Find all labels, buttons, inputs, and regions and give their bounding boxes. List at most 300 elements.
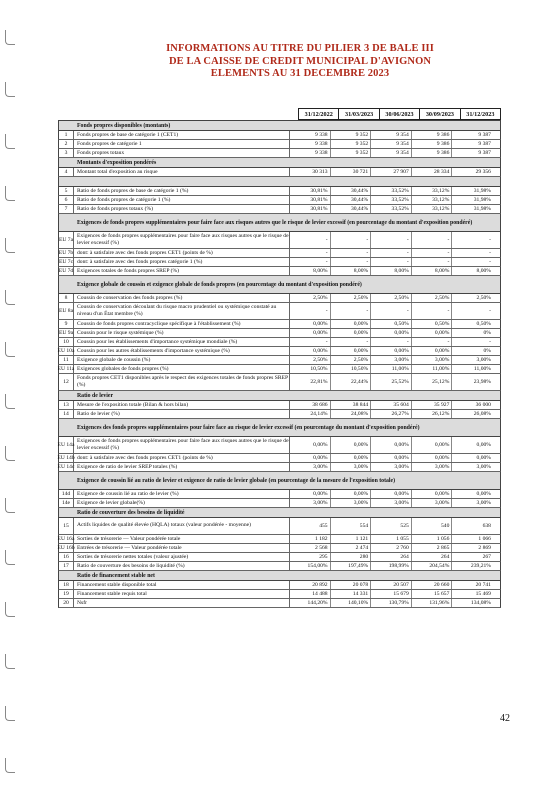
section-heading: Ratio de levier [58, 391, 501, 401]
row-label [74, 581, 290, 589]
value-cell: 9 354 [371, 140, 412, 148]
row-label [74, 499, 290, 507]
value-cell: 35 604 [371, 401, 412, 409]
value-cell: 20 892 [290, 581, 331, 589]
value-cell: 3,00% [476, 357, 491, 363]
table-row [58, 499, 501, 508]
binder-hole [5, 82, 15, 97]
table-row [58, 562, 501, 571]
value-cell: - [371, 249, 412, 257]
row-id: 2 [59, 140, 74, 148]
value-cell: 134,08% [470, 600, 491, 606]
value-cell: - [290, 338, 331, 346]
row-values [290, 581, 493, 589]
table-row [58, 131, 501, 140]
row-label [74, 490, 290, 498]
row-label [74, 338, 290, 346]
table-row [58, 249, 501, 258]
row-label-text: Ratio de fonds propres de catégorie 1 (%) [77, 197, 171, 203]
binder-hole [5, 342, 15, 357]
row-label-text: Exigences totales de fonds propres SREP (%) [77, 268, 180, 274]
value-cell: 455 [290, 518, 331, 534]
value-cell: 30,44% [331, 205, 372, 213]
value-cell: 38 844 [331, 401, 372, 409]
row-label-text: Coussin de conservation des fonds propres (%) [77, 295, 183, 301]
value-cell: 23,98% [473, 379, 491, 385]
table-row [58, 320, 501, 329]
value-cell: 154,00% [290, 562, 331, 570]
value-cell: - [331, 303, 372, 319]
value-cell: - [489, 339, 491, 345]
value-cell: 0,50% [412, 320, 453, 328]
row-label-text: Ratio de levier (%) [77, 411, 120, 417]
section-heading: Exigence globale de coussin et exigence globale de fonds propres (en pourcentage du montant d'exposition pondéré) [58, 276, 501, 294]
row-label-text: Mesure de l'exposition totale (Bilan & hors bilan) [77, 402, 189, 408]
binder-hole [5, 446, 15, 461]
value-cell: 9 387 [478, 141, 491, 147]
row-id: 20 [59, 599, 74, 607]
row-label-text: Exigences globales de fonds propres (%) [77, 366, 169, 372]
section-heading: Ratio de financement stable net [58, 571, 501, 581]
row-id: 16 [59, 553, 74, 561]
row-label [74, 294, 290, 302]
table-row [58, 410, 501, 419]
row-label-text: Financement stable requis total [77, 591, 147, 597]
binder-hole [5, 290, 15, 305]
row-label-text: Actifs liquides de qualité élevée (HQLA) totaux (valeur pondérée - moyenne) [77, 522, 251, 529]
row-label [74, 356, 290, 364]
row-values [290, 499, 493, 507]
value-cell: 239,21% [470, 563, 491, 569]
value-cell: 0,00% [371, 437, 412, 453]
row-values [290, 463, 493, 471]
table-row [58, 329, 501, 338]
row-values [290, 401, 493, 409]
value-cell: 9 354 [371, 131, 412, 139]
row-values [290, 356, 493, 364]
table-row [58, 196, 501, 205]
row-id: 14e [59, 499, 74, 507]
value-cell: - [412, 232, 453, 248]
value-cell: - [489, 250, 491, 256]
row-values [290, 518, 493, 534]
value-cell: - [412, 249, 453, 257]
value-cell: 9 338 [290, 131, 331, 139]
value-cell: 131,96% [412, 599, 453, 607]
value-cell: 30,81% [290, 205, 331, 213]
row-label-text: Fonds propres de base de catégorie 1 (CET1) [77, 132, 179, 138]
binder-hole [5, 758, 15, 773]
value-cell: 0,00% [331, 490, 372, 498]
row-label [74, 454, 290, 462]
value-cell: 25,52% [371, 374, 412, 390]
row-label [74, 267, 290, 275]
table-row [58, 149, 501, 158]
row-id: 14 [59, 410, 74, 418]
value-cell: 10,50% [331, 365, 372, 373]
value-cell: - [290, 249, 331, 257]
title-line-1: INFORMATIONS AU TITRE DU PILIER 3 DE BALE III [166, 43, 434, 54]
value-cell: 0,00% [476, 491, 491, 497]
row-label-text: Ratio de couverture des besoins de liquidité (%) [77, 563, 185, 569]
value-cell: 264 [371, 553, 412, 561]
value-cell: - [371, 338, 412, 346]
row-label-text: Exigence de levier globale(%) [77, 500, 145, 506]
value-cell: 204,54% [412, 562, 453, 570]
row-values [290, 365, 493, 373]
section-heading: Fonds propres disponibles (montants) [58, 121, 501, 131]
row-values [290, 454, 493, 462]
row-label [74, 232, 290, 248]
value-cell: 0,00% [331, 347, 372, 355]
section-heading: Exigence de coussin lié au ratio de levier et exigence de ratio de levier globale (en pourcentage de la mesure de l'exposition totale) [58, 472, 501, 490]
value-cell: 267 [482, 554, 491, 560]
value-cell: 9 338 [290, 140, 331, 148]
value-cell: 0,00% [476, 442, 491, 448]
row-id: 3 [59, 149, 74, 157]
value-cell: 31,98% [473, 188, 491, 194]
value-cell: 30,44% [331, 196, 372, 204]
row-label [74, 303, 290, 319]
value-cell: 2 760 [371, 544, 412, 552]
table-row [58, 187, 501, 196]
value-cell: - [412, 303, 453, 319]
value-cell: 0,00% [331, 329, 372, 337]
value-cell: 33,52% [371, 205, 412, 213]
row-values [290, 249, 493, 257]
value-cell: - [331, 249, 372, 257]
value-cell: 9 352 [331, 140, 372, 148]
row-values [290, 267, 493, 275]
value-cell: 9 386 [412, 140, 453, 148]
row-label [74, 535, 290, 543]
value-cell: 0,00% [412, 490, 453, 498]
row-label-text: Fonds propres CET1 disponibles après le respect des exigences totales de fonds propres SREP (%) [77, 374, 288, 388]
value-cell: 3,00% [371, 356, 412, 364]
section-heading: Montants d'exposition pondérés [58, 158, 501, 168]
row-id: 10 [59, 338, 74, 346]
value-cell: 9 387 [478, 132, 491, 138]
row-label-text: Montant total d'exposition au risque [77, 169, 158, 175]
binder-hole [5, 238, 15, 253]
value-cell: 3,00% [412, 463, 453, 471]
row-id: EU 7c [58, 259, 74, 265]
value-cell: 33,12% [412, 196, 453, 204]
value-cell: 0,00% [290, 329, 331, 337]
row-values [290, 590, 493, 598]
binder-hole [5, 654, 15, 669]
row-id: 19 [59, 590, 74, 598]
value-cell: 9 338 [290, 149, 331, 157]
row-label [74, 365, 290, 373]
value-cell: 0,00% [371, 454, 412, 462]
row-label-text: Coussin de fonds propres contracyclique spécifique à l'établissement (%) [77, 321, 241, 327]
table-row [58, 338, 501, 347]
value-cell: - [371, 232, 412, 248]
row-values [290, 196, 493, 204]
value-cell: 0,00% [331, 320, 372, 328]
value-cell: 11,00% [371, 365, 412, 373]
row-label [74, 205, 290, 213]
value-cell: 8,00% [331, 267, 372, 275]
value-cell: - [331, 338, 372, 346]
value-cell: 35 927 [412, 401, 453, 409]
table-row [58, 374, 501, 391]
value-cell: 3,00% [371, 499, 412, 507]
value-cell: 198,99% [371, 562, 412, 570]
value-cell: 31,98% [473, 206, 491, 212]
row-id: EU 11a [57, 366, 75, 372]
value-cell: 264 [412, 553, 453, 561]
value-cell: 0,00% [412, 329, 453, 337]
value-cell: 22,44% [331, 374, 372, 390]
value-cell: 0,00% [412, 437, 453, 453]
binder-hole [5, 706, 15, 721]
value-cell: 31,98% [473, 197, 491, 203]
row-label [74, 258, 290, 266]
table-row [58, 365, 501, 374]
column-header: 31/12/2023 [460, 108, 501, 120]
row-id: EU 7a [59, 232, 74, 248]
value-cell: 197,49% [331, 562, 372, 570]
value-cell: 24,08% [331, 410, 372, 418]
value-cell: 33,52% [371, 196, 412, 204]
value-cell: 0,00% [331, 437, 372, 453]
value-cell: 0,00% [290, 490, 331, 498]
row-id: 6 [59, 196, 74, 204]
row-label [74, 562, 290, 570]
table-row [58, 581, 501, 590]
value-cell: 3,00% [290, 463, 331, 471]
value-cell: 9 387 [478, 150, 491, 156]
value-cell: 1 066 [478, 536, 491, 542]
row-values [290, 490, 493, 498]
row-id: EU 14b [57, 455, 75, 461]
row-id: EU 7b [58, 250, 74, 256]
row-label-text: Coussin pour les établissements d'importance systémique mondiale (%) [77, 339, 238, 345]
value-cell: 0,00% [476, 455, 491, 461]
table-row [58, 232, 501, 249]
value-cell: 2,50% [331, 294, 372, 302]
table-row [58, 454, 501, 463]
value-cell: 11,00% [412, 365, 453, 373]
value-cell: 638 [482, 523, 491, 529]
table-row [58, 544, 501, 553]
value-cell: 0,00% [290, 320, 331, 328]
value-cell: 22,81% [290, 374, 331, 390]
value-cell: - [290, 258, 331, 266]
value-cell: 1 182 [290, 535, 331, 543]
table-row [58, 599, 501, 608]
value-cell: 140,10% [331, 599, 372, 607]
value-cell: 15 657 [412, 590, 453, 598]
column-header: 30/09/2023 [419, 108, 459, 120]
row-values [290, 258, 493, 266]
value-cell: - [489, 308, 491, 314]
value-cell: - [489, 259, 491, 265]
value-cell: 20 741 [475, 582, 491, 588]
table-row [58, 267, 501, 276]
value-cell: - [331, 258, 372, 266]
row-label [74, 320, 290, 328]
column-header: 31/12/2022 [298, 108, 338, 120]
row-label-text: Sorties de trésorerie — Valeur pondérée totale [77, 536, 181, 542]
row-label [74, 168, 290, 176]
row-id: 9 [59, 320, 74, 328]
binder-hole [5, 550, 15, 565]
value-cell: 3,00% [412, 499, 453, 507]
binder-hole [5, 134, 15, 149]
value-cell: 8,00% [371, 267, 412, 275]
row-label-text: Nsfr [77, 600, 87, 606]
value-cell: 1 056 [412, 535, 453, 543]
row-label-text: Exigences de fonds propres supplémentaires pour faire face aux risques autres que le risque de levier excessif (%) [77, 232, 289, 246]
value-cell: 33,12% [412, 205, 453, 213]
section-heading [58, 177, 501, 187]
row-values [290, 131, 493, 139]
value-cell: 0% [483, 330, 491, 336]
value-cell: 2,50% [371, 294, 412, 302]
row-id: EU 7d [58, 268, 74, 274]
value-cell: 11,00% [473, 366, 491, 372]
value-cell: 15 679 [371, 590, 412, 598]
table-row [58, 356, 501, 365]
row-values [290, 320, 493, 328]
table-row [58, 535, 501, 544]
value-cell: 3,00% [290, 499, 331, 507]
value-cell: 0,00% [371, 347, 412, 355]
row-label [74, 463, 290, 471]
value-cell: 20 507 [371, 581, 412, 589]
table-row [58, 140, 501, 149]
value-cell: 36 000 [475, 402, 491, 408]
column-header: 30/06/2023 [379, 108, 419, 120]
value-cell: 2 865 [412, 544, 453, 552]
value-cell: - [290, 303, 331, 319]
row-label [74, 131, 290, 139]
value-cell: 14 488 [290, 590, 331, 598]
row-values [290, 168, 493, 176]
value-cell: 2 474 [331, 544, 372, 552]
row-id: EU 14c [57, 464, 75, 470]
value-cell: 30,81% [290, 196, 331, 204]
value-cell: 30 313 [290, 168, 331, 176]
value-cell: 26,12% [412, 410, 453, 418]
row-id: 5 [59, 187, 74, 195]
row-id: 17 [59, 562, 74, 570]
row-values [290, 374, 493, 390]
row-values [290, 437, 493, 453]
value-cell: - [371, 258, 412, 266]
value-cell: 30,81% [290, 187, 331, 195]
row-label [74, 401, 290, 409]
table-row [58, 347, 501, 356]
value-cell: - [489, 237, 491, 243]
row-id: EU 16b [57, 545, 75, 551]
value-cell: 8,00% [412, 267, 453, 275]
row-id: 18 [59, 581, 74, 589]
row-values [290, 562, 493, 570]
row-label-text: Exigence de ratio de levier SREP totales (%) [77, 464, 178, 470]
row-label-text: Fonds propres totaux [77, 150, 125, 156]
table-row [58, 590, 501, 599]
table-row [58, 258, 501, 267]
value-cell: 28 334 [412, 168, 453, 176]
value-cell: 540 [412, 518, 453, 534]
value-cell: 2,50% [331, 356, 372, 364]
page-number: 42 [500, 713, 510, 724]
row-label [74, 544, 290, 552]
row-id: 14d [59, 490, 74, 498]
value-cell: 26,27% [371, 410, 412, 418]
value-cell: 295 [290, 553, 331, 561]
row-label-text: Coussin pour les autres établissements d'importance systémique (%) [77, 348, 230, 354]
value-cell: 0,00% [371, 490, 412, 498]
value-cell: 2,50% [412, 294, 453, 302]
value-cell: 0,00% [331, 454, 372, 462]
row-id: EU 10a [57, 348, 75, 354]
row-id: 1 [59, 131, 74, 139]
value-cell: 14 331 [331, 590, 372, 598]
row-label [74, 187, 290, 195]
value-cell: 3,00% [476, 500, 491, 506]
row-label-text: Coussin pour le risque systémique (%) [77, 330, 164, 336]
row-label-text: dont: à satisfaire avec des fonds propres CET1 (points de %) [77, 250, 213, 256]
row-label-text: Financement stable disponible total [77, 582, 157, 588]
row-id: 8 [59, 294, 74, 302]
value-cell: 2,50% [290, 356, 331, 364]
value-cell: 29 356 [475, 169, 491, 175]
table-header [298, 108, 501, 120]
row-label [74, 410, 290, 418]
table-row [58, 303, 501, 320]
value-cell: 9 386 [412, 149, 453, 157]
row-id: 15 [59, 518, 74, 534]
row-label-text: Exigences de fonds propres supplémentaires pour faire face aux risques autres que le risque de levier excessif (%) [77, 437, 289, 451]
value-cell: - [371, 303, 412, 319]
value-cell: 0,50% [371, 320, 412, 328]
value-cell: 3,00% [331, 499, 372, 507]
value-cell: 0,00% [290, 347, 331, 355]
row-label-text: dont: à satisfaire avec des fonds propres CET1 (points de %) [77, 455, 213, 461]
binder-holes [0, 0, 22, 785]
row-label-text: Sorties de trésorerie nettes totales (valeur ajustée) [77, 554, 189, 560]
row-label-text: Coussin de conservation découlant du risque macro prudentiel ou systémique constaté au niveau d'un État membre (%) [77, 303, 277, 317]
value-cell: 2,50% [290, 294, 331, 302]
value-cell: 0,00% [371, 329, 412, 337]
value-cell: 130,79% [371, 599, 412, 607]
value-cell: 1 121 [331, 535, 372, 543]
table-row [58, 401, 501, 410]
value-cell: 1 055 [371, 535, 412, 543]
table-row [58, 518, 501, 535]
row-id: 4 [59, 168, 74, 176]
value-cell: 15 469 [475, 591, 491, 597]
title-line-3: ELEMENTS AU 31 DECEMBRE 2023 [210, 68, 390, 79]
title-line-2: DE LA CAISSE DE CREDIT MUNICIPAL D'AVIGNON [168, 55, 432, 67]
value-cell: - [412, 258, 453, 266]
row-label [74, 437, 290, 453]
section-heading: Exigences des fonds propres supplémentaires pour faire face au risque de levier excessif (en pourcentage du montant d'exposition pondéré) [58, 419, 501, 437]
value-cell: 30 721 [331, 168, 372, 176]
value-cell: 27 907 [371, 168, 412, 176]
row-label [74, 599, 290, 607]
row-label-text: Ratio de fonds propres totaux (%) [77, 206, 153, 212]
value-cell: 30,44% [331, 187, 372, 195]
table-row [58, 294, 501, 303]
row-id: EU 8a [59, 303, 74, 319]
value-cell: 33,52% [371, 187, 412, 195]
